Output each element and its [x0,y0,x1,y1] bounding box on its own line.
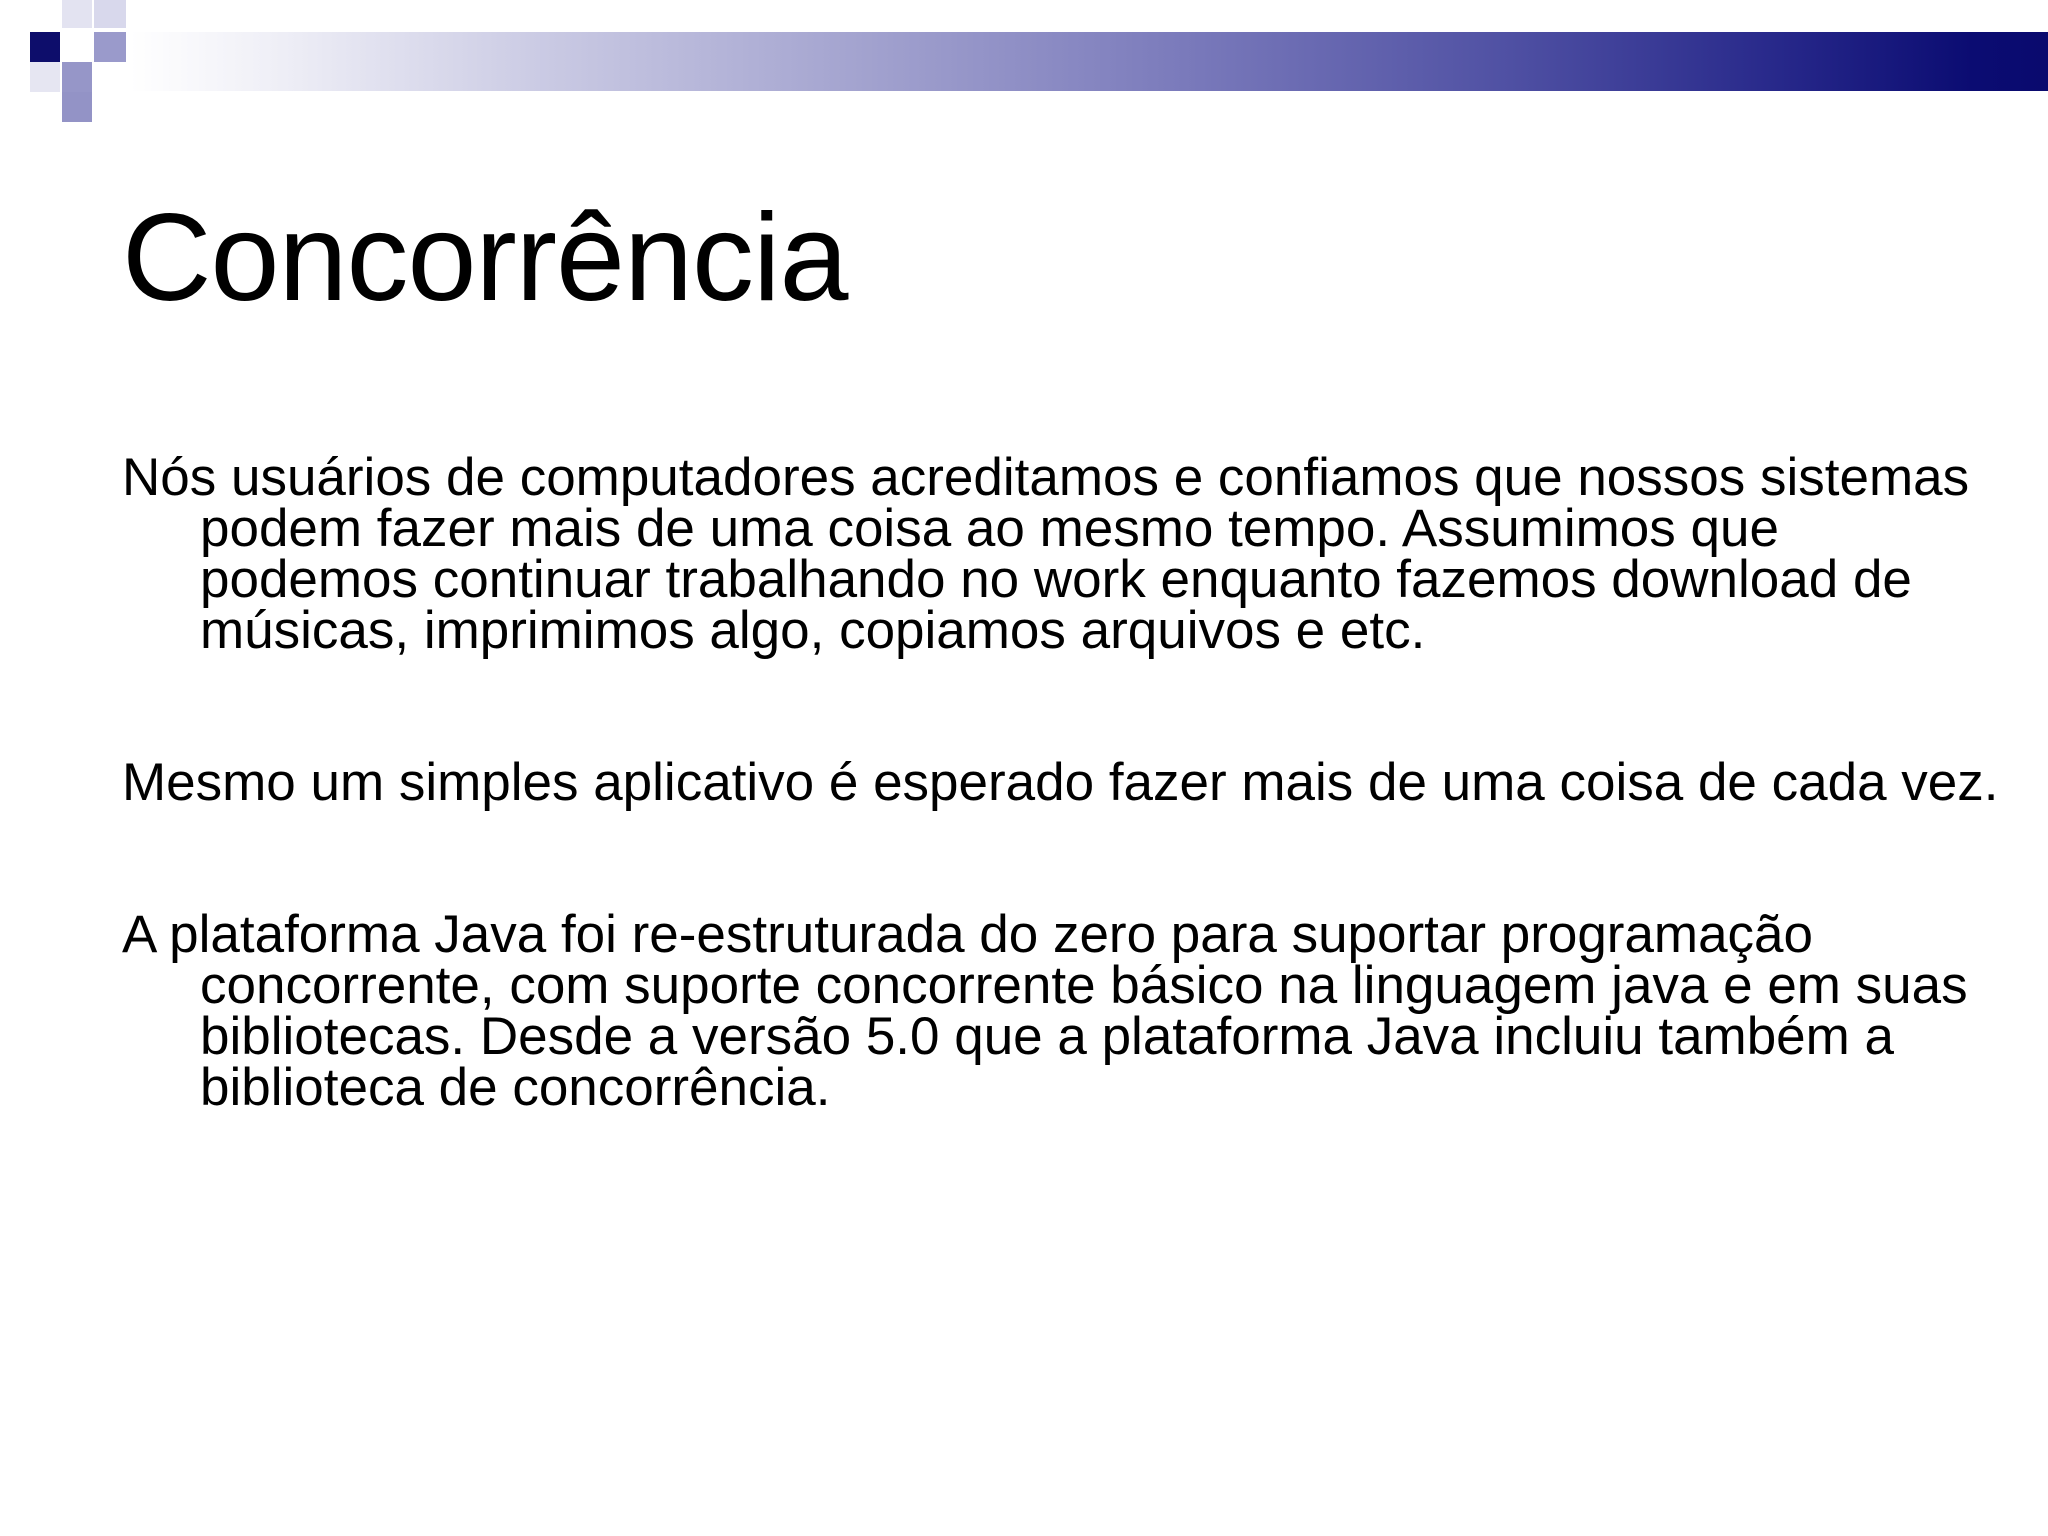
decorative-square [30,32,60,62]
decorative-square [30,62,60,92]
body-paragraph: A plataforma Java foi re-estruturada do zero para suportar programação concorrente, com suporte concorrente básico na linguagem java e em suas bibliotecas. Desde a versão 5.0 que a plataforma Java incluiu também a biblioteca de concorrência. [122,905,1968,1117]
decorative-square [62,62,92,92]
decorative-square [62,92,92,122]
header-gradient-bar [130,32,2048,91]
decorative-square [62,0,92,28]
body-paragraph: Mesmo um simples aplicativo é esperado fazer mais de uma coisa de cada vez. [122,753,1999,812]
decorative-square [94,32,126,62]
slide-body [122,448,2002,1214]
slide-title: Concorrência [122,189,848,327]
decorative-square [94,0,126,28]
body-paragraph: Nós usuários de computadores acreditamos e confiamos que nossos sistemas podem fazer mais de uma coisa ao mesmo tempo. Assumimos que podemos continuar trabalhando no work enquanto fazemos download de músicas, imprimimos algo, copiamos arquivos e etc. [122,448,1970,660]
